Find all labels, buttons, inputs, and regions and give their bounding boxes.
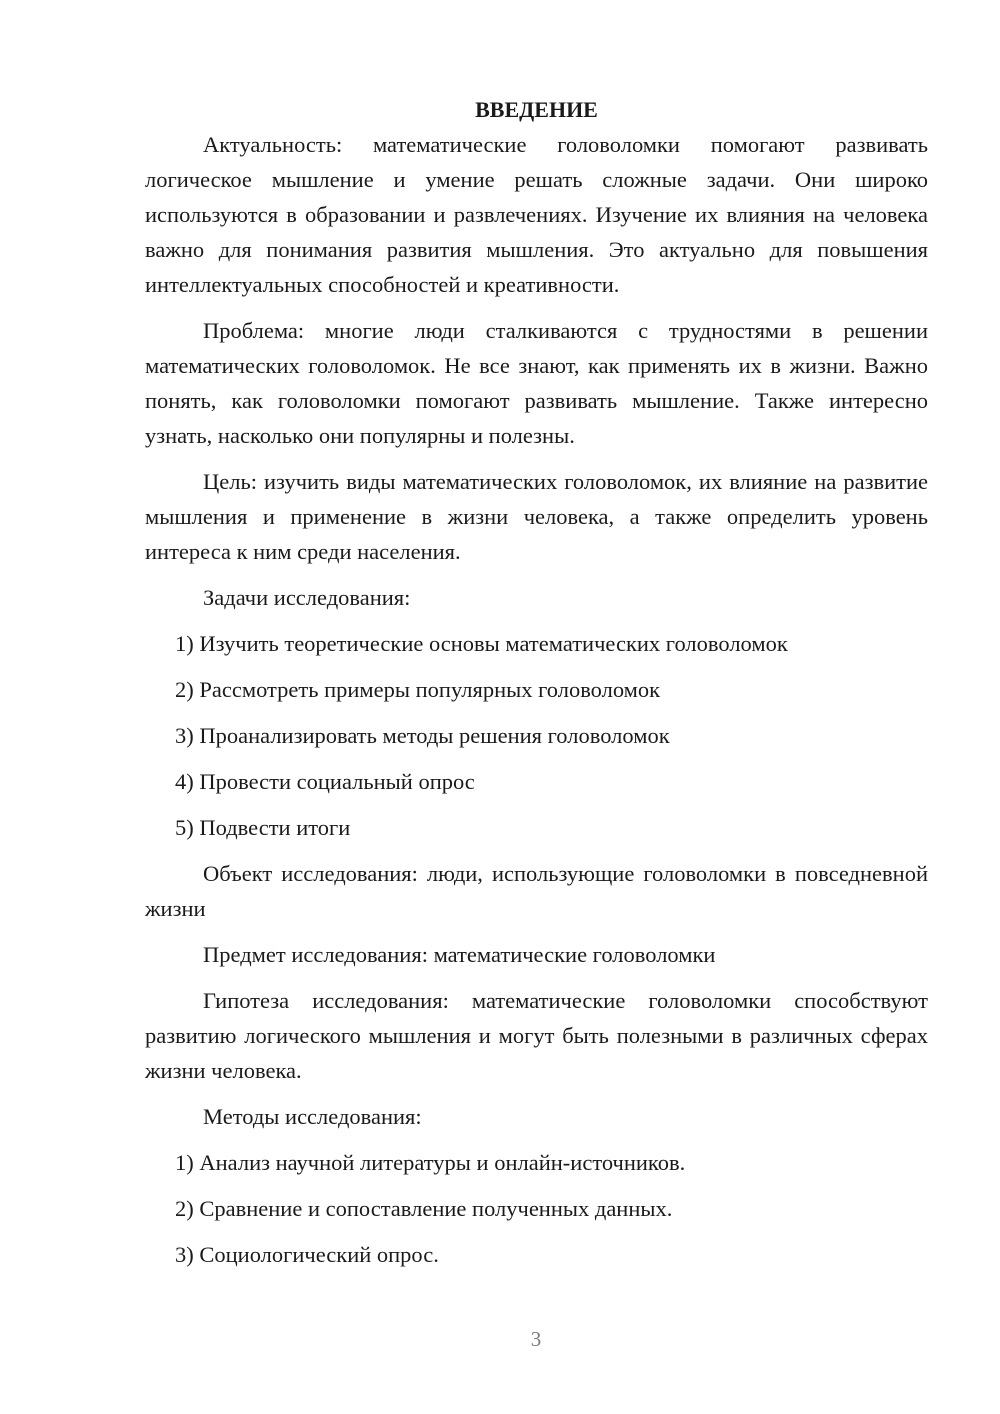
- method-item: 2) Сравнение и сопоставление полученных данных.: [175, 1196, 673, 1221]
- task-item: 1) Изучить теоретические основы математических головоломок: [175, 631, 788, 656]
- object-paragraph: Объект исследования: люди, использующие головоломки в повседневной жизни: [145, 861, 928, 921]
- section-title: ВВЕДЕНИЕ: [475, 97, 598, 122]
- task-item: 4) Провести социальный опрос: [175, 769, 475, 794]
- methods-list: [145, 1145, 928, 1272]
- goal-paragraph: Цель: изучить виды математических головоломок, их влияние на развитие мышления и применение в жизни человека, а также определить уровень интереса к ним среди населения.: [145, 469, 928, 564]
- problem-paragraph: Проблема: многие люди сталкиваются с трудностями в решении математических головоломок. Не все знают, как применять их в жизни. Важно понять, как головоломки помогают развивать мышление. Также интересно узнать, насколько они популярны и полезны.: [145, 318, 928, 448]
- task-item: 2) Рассмотреть примеры популярных головоломок: [175, 677, 661, 702]
- tasks-heading: Задачи исследования:: [203, 585, 411, 610]
- method-item: 3) Социологический опрос.: [175, 1242, 439, 1267]
- methods-heading: Методы исследования:: [203, 1104, 422, 1129]
- hypothesis-paragraph: Гипотеза исследования: математические головоломки способствуют развитию логического мышления и могут быть полезными в различных сферах жизни человека.: [145, 988, 928, 1083]
- method-item: 1) Анализ научной литературы и онлайн-источников.: [175, 1150, 686, 1175]
- task-item: 5) Подвести итоги: [175, 815, 351, 840]
- task-item: 3) Проанализировать методы решения головоломок: [175, 723, 670, 748]
- relevance-paragraph: Актуальность: математические головоломки помогают развивать логическое мышление и умение решать сложные задачи. Они широко используются в образовании и развлечениях. Изучение их влияния на человека важно для понимания развития мышления. Это актуально для повышения интеллектуальных способностей и креативности.: [145, 132, 928, 297]
- document-body: [145, 92, 928, 1283]
- subject-paragraph: Предмет исследования: математические головоломки: [203, 942, 716, 967]
- tasks-list: [145, 626, 928, 845]
- page-number: 3: [530, 1327, 542, 1351]
